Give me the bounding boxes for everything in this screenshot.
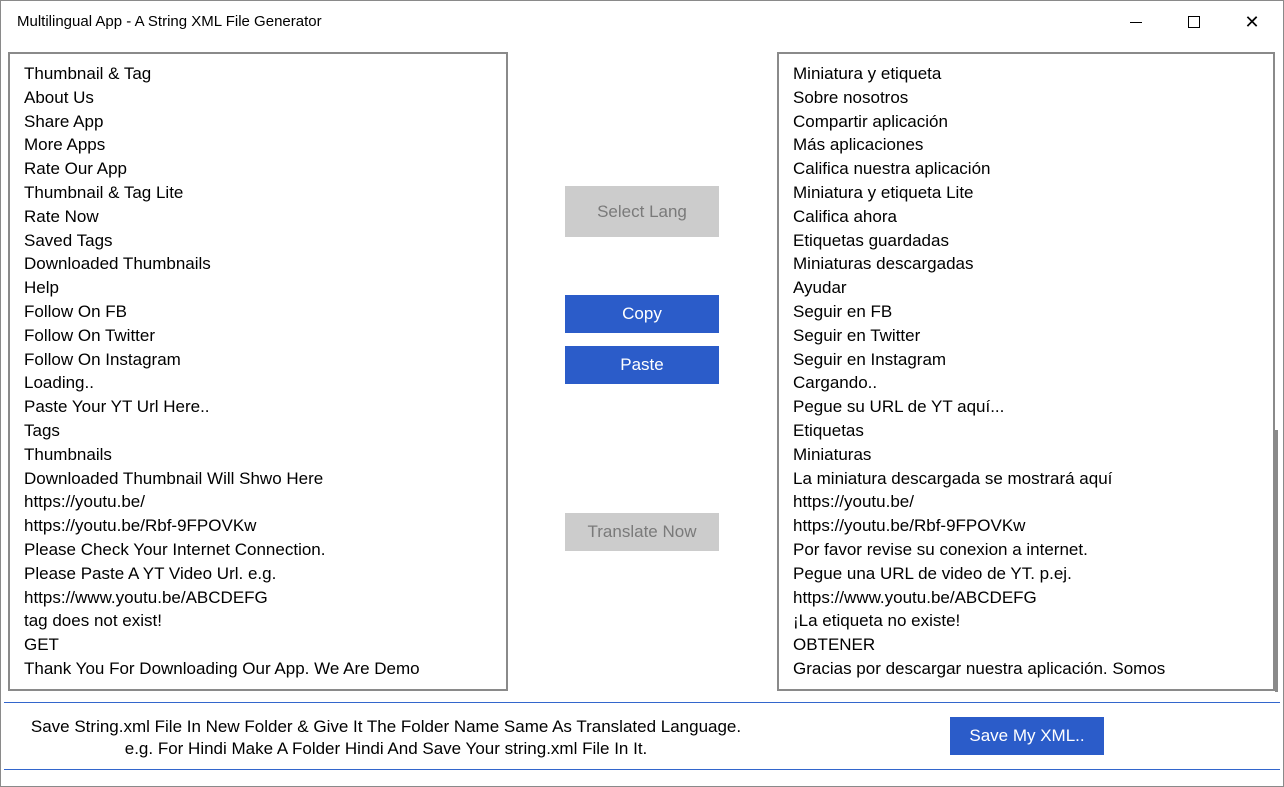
text-line: Más aplicaciones xyxy=(793,135,924,155)
save-instructions-line1: Save String.xml File In New Folder & Give It The Folder Name Same As Translated Language. xyxy=(30,717,742,736)
text-line: https://www.youtu.be/ABCDEFG xyxy=(24,587,268,607)
text-line: https://youtu.be/ xyxy=(793,492,914,512)
text-line: Miniatura y etiqueta xyxy=(793,64,942,83)
text-line: More Apps xyxy=(24,135,106,155)
text-line: Follow On Instagram xyxy=(24,349,181,369)
text-line: Follow On FB xyxy=(24,301,127,321)
paste-button[interactable]: Paste xyxy=(565,346,719,384)
text-line: ¡La etiqueta no existe! xyxy=(793,611,961,631)
text-line: Seguir en Instagram xyxy=(793,349,947,369)
text-line: Rate Our App xyxy=(24,159,128,179)
maximize-button[interactable] xyxy=(1165,1,1223,43)
footer-divider-top xyxy=(4,702,1280,703)
text-line: Tags xyxy=(24,420,60,440)
text-line: Cargando.. xyxy=(793,373,878,393)
text-line: Seguir en FB xyxy=(793,301,893,321)
text-line: Compartir aplicación xyxy=(793,111,948,131)
source-text-area[interactable] xyxy=(8,52,508,691)
text-line: Gracias por descargar nuestra aplicación. Somos xyxy=(793,658,1166,678)
text-line: Please Paste A YT Video Url. e.g. xyxy=(24,563,277,583)
save-instructions xyxy=(0,716,772,760)
text-line: tag does not exist! xyxy=(24,611,162,631)
text-line: Pegue una URL de video de YT. p.ej. xyxy=(793,563,1072,583)
save-instructions-line2: e.g. For Hindi Make A Folder Hindi And Save Your string.xml File In It. xyxy=(124,739,648,758)
footer-divider-bottom xyxy=(4,769,1280,770)
text-line: About Us xyxy=(24,87,94,107)
text-line: Por favor revise su conexion a internet. xyxy=(793,539,1088,559)
copy-button[interactable]: Copy xyxy=(565,295,719,333)
text-line: Ayudar xyxy=(793,278,847,298)
text-line: https://youtu.be/Rbf-9FPOVKw xyxy=(24,516,257,536)
source-lines xyxy=(24,62,420,681)
translated-scrollbar[interactable] xyxy=(1275,430,1278,692)
text-line: Thumbnail & Tag xyxy=(24,64,152,83)
maximize-icon xyxy=(1188,16,1200,28)
text-line: Miniaturas descargadas xyxy=(793,254,974,274)
translate-now-button[interactable]: Translate Now xyxy=(565,513,719,551)
text-line: Etiquetas xyxy=(793,420,864,440)
text-line: https://youtu.be/Rbf-9FPOVKw xyxy=(793,516,1026,536)
text-line: Califica nuestra aplicación xyxy=(793,159,991,179)
translated-lines xyxy=(793,62,1165,681)
text-line: Saved Tags xyxy=(24,230,113,250)
text-line: Please Check Your Internet Connection. xyxy=(24,539,326,559)
text-line: Califica ahora xyxy=(793,206,897,226)
text-line: Sobre nosotros xyxy=(793,87,909,107)
title-bar[interactable] xyxy=(1,1,1283,43)
save-xml-button[interactable]: Save My XML.. xyxy=(950,717,1104,755)
text-line: Downloaded Thumbnail Will Shwo Here xyxy=(24,468,324,488)
text-line: La miniatura descargada se mostrará aquí xyxy=(793,468,1113,488)
text-line: https://www.youtu.be/ABCDEFG xyxy=(793,587,1037,607)
close-icon: ✕ xyxy=(1244,11,1260,33)
text-line: Pegue su URL de YT aquí... xyxy=(793,397,1005,417)
text-line: Miniaturas xyxy=(793,444,872,464)
text-line: https://youtu.be/ xyxy=(24,492,145,512)
text-line: Help xyxy=(24,278,59,298)
text-line: Downloaded Thumbnails xyxy=(24,254,211,274)
window-title: Multilingual App - A String XML File Generator xyxy=(17,13,322,30)
translated-text-area[interactable] xyxy=(777,52,1275,691)
text-line: Rate Now xyxy=(24,206,99,226)
select-lang-button[interactable]: Select Lang xyxy=(565,186,719,237)
text-line: OBTENER xyxy=(793,635,876,655)
text-line: Loading.. xyxy=(24,373,94,393)
text-line: Etiquetas guardadas xyxy=(793,230,949,250)
text-line: Thumbnails xyxy=(24,444,112,464)
text-line: Share App xyxy=(24,111,104,131)
minimize-icon xyxy=(1130,22,1142,23)
minimize-button[interactable] xyxy=(1107,1,1165,43)
text-line: Thumbnail & Tag Lite xyxy=(24,182,184,202)
text-line: Thank You For Downloading Our App. We Are Demo xyxy=(24,658,420,678)
text-line: Paste Your YT Url Here.. xyxy=(24,397,210,417)
text-line: Miniatura y etiqueta Lite xyxy=(793,182,974,202)
text-line: GET xyxy=(24,635,59,655)
text-line: Seguir en Twitter xyxy=(793,325,921,345)
close-button[interactable] xyxy=(1223,1,1281,43)
text-line: Follow On Twitter xyxy=(24,325,156,345)
